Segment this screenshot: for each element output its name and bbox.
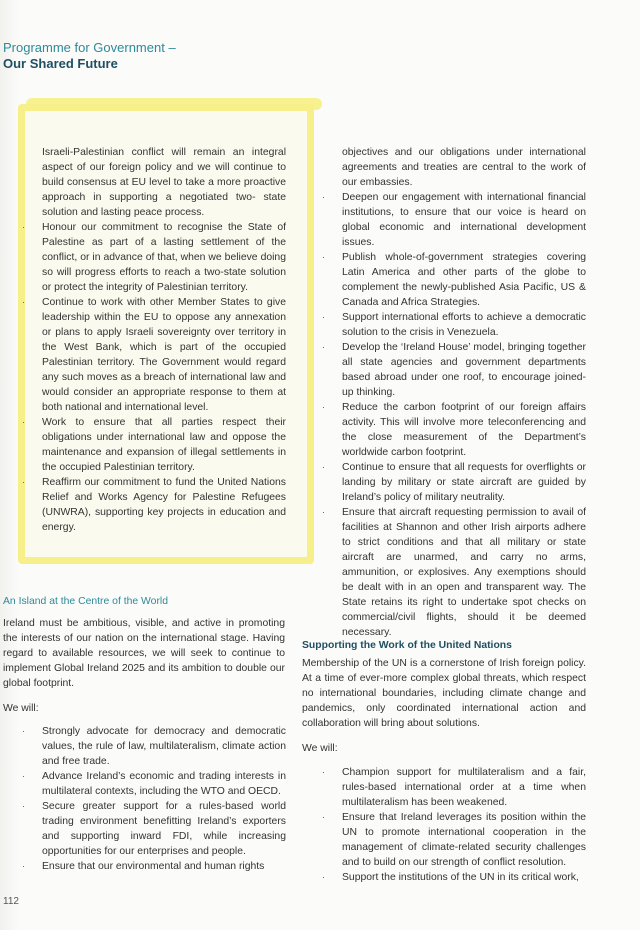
list-item-text: Ensure that our environmental and human rights: [42, 861, 265, 872]
bullet-icon: ·: [322, 312, 325, 322]
list-item-text: objectives and our obligations under international agreements and treaties are central to the work of our embassies.: [342, 147, 586, 188]
section-heading-island: An Island at the Centre of the World: [3, 596, 168, 607]
left-column-top: [22, 145, 286, 535]
bullet-icon: ·: [22, 861, 25, 871]
list-item-text: Deepen our engagement with international financial institutions, to ensure that our voice is heard on global economic and international development issues.: [342, 192, 586, 248]
page-number: 112: [3, 896, 19, 907]
bullet-icon: ·: [322, 767, 325, 777]
header-series-title: Programme for Government –: [3, 40, 176, 55]
list-item-text: Reduce the carbon footprint of our foreign affairs activity. This will involve more teleconferencing and the close measurement of the Department’s worldwide carbon footprint.: [342, 402, 586, 458]
list-item: [322, 870, 586, 885]
list-item: [22, 859, 286, 874]
list-item: [22, 295, 286, 415]
un-intro-paragraph: [302, 656, 586, 731]
paragraph-text: Membership of the UN is a cornerstone of Irish foreign policy. At a time of ever-more complex global threats, which respect no international boundaries, including climate change and pandemics, only coordinated international action and collaboration will bring about solutions.: [302, 658, 586, 729]
bullet-icon: ·: [22, 417, 25, 427]
list-item-text: Work to ensure that all parties respect their obligations under international law and oppose the maintenance and expansion of illegal settlements in the occupied Palestinian territory.: [42, 417, 286, 473]
list-item-text: Continue to work with other Member States to give leadership within the EU to oppose any annexation or plans to apply Israeli sovereignty over territory in the West Bank, which is part of the occupied Palestinian territory. The Government would regard any such moves as a breach of international law and would consider an appropriate response to them at both national and international level.: [42, 297, 286, 413]
island-intro-paragraph: [3, 616, 285, 691]
left-column-bottom: [22, 724, 286, 874]
bullet-icon: ·: [22, 222, 25, 232]
list-item-text: Secure greater support for a rules-based world trading environment benefitting Ireland’s exporters and supporting inward FDI, while increasing opportunities for our enterprises and people.: [42, 801, 286, 857]
bullet-icon: ·: [322, 342, 325, 352]
right-column-bottom: [322, 765, 586, 885]
list-item: [322, 400, 586, 460]
list-item: [22, 799, 286, 859]
right-column-top: [322, 145, 586, 640]
list-item: [322, 340, 586, 400]
section-heading-un: Supporting the Work of the United Nations: [302, 640, 512, 651]
bullet-icon: ·: [22, 477, 25, 487]
list-item-text: Advance Ireland’s economic and trading interests in multilateral contexts, including the WTO and OECD.: [42, 771, 286, 797]
list-item: [322, 765, 586, 810]
we-will-label: We will:: [3, 703, 39, 714]
bullet-icon: ·: [322, 812, 325, 822]
list-item: [342, 145, 586, 190]
we-will-label: We will:: [302, 743, 338, 754]
bullet-icon: ·: [22, 771, 25, 781]
bullet-icon: ·: [322, 192, 325, 202]
list-item: [22, 415, 286, 475]
list-item-text: Ensure that aircraft requesting permission to avail of facilities at Shannon and other Irish airports adhere to strict conditions and that all military or state aircraft are unarmed, and carry no arms, ammunition, or explosives. Any exemptions should be dealt with in an open and transparent way. The State retains its right to undertake spot checks on commercial/civil flights, should it be deemed necessary.: [342, 507, 586, 638]
bullet-icon: ·: [322, 402, 325, 412]
list-item-text: Continue to ensure that all requests for overflights or landing by military or state aircraft are guided by Ireland’s policy of military neutrality.: [342, 462, 586, 503]
bullet-icon: ·: [322, 252, 325, 262]
bullet-icon: ·: [22, 726, 25, 736]
list-item: [322, 310, 586, 340]
bullet-icon: ·: [322, 462, 325, 472]
list-item-text: Support the institutions of the UN in its critical work,: [342, 872, 579, 883]
bullet-icon: ·: [22, 297, 25, 307]
list-item-text: Ensure that Ireland leverages its position within the UN to promote international cooperation in the management of climate-related security challenges and to build on our strength of conflict resolution.: [342, 812, 586, 868]
paragraph-text: Ireland must be ambitious, visible, and active in promoting the interests of our nation on the international stage. Having regard to available resources, we will seek to continue to implement Global Ireland 2025 and its ambition to double our global footprint.: [3, 618, 285, 689]
list-item-text: Honour our commitment to recognise the State of Palestine as part of a lasting settlement of the conflict, or in advance of that, when we believe doing so will progress efforts to reach a two-state solution or protect the integrity of Palestinian territory.: [42, 222, 286, 293]
list-item-text: Strongly advocate for democracy and democratic values, the rule of law, multilateralism, climate action and free trade.: [42, 726, 286, 767]
list-item: [322, 810, 586, 870]
list-item: [322, 460, 586, 505]
bullet-icon: ·: [322, 507, 325, 517]
list-item: [22, 769, 286, 799]
list-item-text: Publish whole-of-government strategies covering Latin America and other parts of the globe to complement the newly-published Asia Pacific, US & Canada and Africa Strategies.: [342, 252, 586, 308]
list-item-text: Champion support for multilateralism and a fair, rules-based international order at a time when multilateralism has been weakened.: [342, 767, 586, 808]
list-item: [322, 505, 586, 640]
list-item: [22, 220, 286, 295]
bullet-icon: ·: [322, 872, 325, 882]
document-header: [3, 40, 176, 71]
list-item: [22, 724, 286, 769]
header-document-title: Our Shared Future: [3, 56, 118, 71]
list-item-text: Reaffirm our commitment to fund the United Nations Relief and Works Agency for Palestine Refugees (UNWRA), supporting key projects in education and energy.: [42, 477, 286, 533]
list-item-text: Israeli-Palestinian conflict will remain an integral aspect of our foreign policy and we will continue to build consensus at EU level to take a more proactive approach in supporting a negotiated two- state solution and lasting peace process.: [42, 147, 286, 218]
list-item: [22, 475, 286, 535]
list-item-text: Develop the ‘Ireland House’ model, bringing together all state agencies and government departments based abroad under one roof, to encourage joined-up thinking.: [342, 342, 586, 398]
bullet-icon: ·: [22, 801, 25, 811]
list-item: [322, 190, 586, 250]
list-item: [42, 145, 286, 220]
list-item-text: Support international efforts to achieve a democratic solution to the crisis in Venezuela.: [342, 312, 586, 338]
list-item: [322, 250, 586, 310]
